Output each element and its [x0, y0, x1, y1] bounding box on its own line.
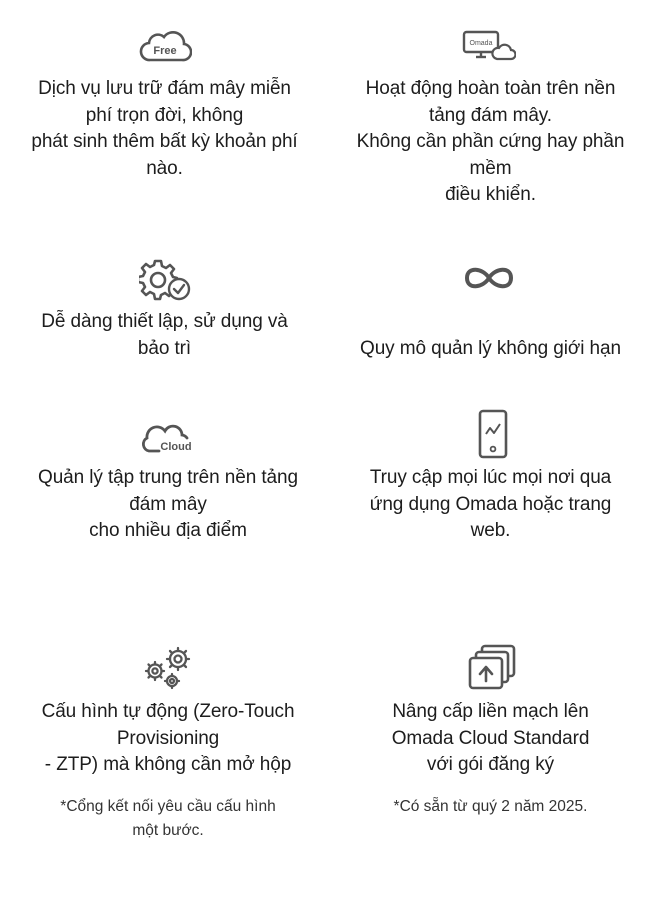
feature-easy-setup-text: Dễ dàng thiết lập, sử dụng và bảo trì: [41, 311, 288, 359]
free-label: Free: [153, 45, 177, 57]
omada-label: Omada: [469, 40, 493, 47]
gear-check-icon: [139, 258, 191, 302]
upgrade-stack-icon: [466, 643, 518, 691]
cloud-icon: [141, 421, 197, 455]
feature-zero-touch-note: *Cổng kết nối yêu cầu cấu hình một bước.: [60, 798, 276, 839]
feature-upgrade-note: *Có sẵn từ quý 2 năm 2025.: [393, 798, 588, 815]
free-cloud-icon: [138, 29, 192, 63]
cloud-label: Cloud: [160, 441, 192, 453]
feature-anywhere-access-text: Truy cập mọi lúc mọi nơi qua ứng dụng Omada hoặc trang web.: [369, 467, 612, 541]
multi-gear-icon: [143, 645, 195, 691]
feature-cloud-based-text: Hoạt động hoàn toàn trên nền tảng đám mây. Không cần phần cứng hay phần mềm điều khiển.: [356, 78, 625, 205]
omada-monitor-cloud-icon: [462, 30, 516, 62]
feature-upgrade-text: Nâng cấp liền mạch lên Omada Cloud Standard với gói đăng ký: [391, 701, 590, 775]
mobile-phone-icon: [477, 408, 509, 460]
feature-free-storage-text: Dịch vụ lưu trữ đám mây miễn phí trọn đời, không phát sinh thêm bất kỳ khoản phí nào.: [31, 78, 298, 179]
feature-unlimited-scale-text: Quy mô quản lý không giới hạn: [360, 338, 621, 359]
infinity-icon: [463, 263, 515, 293]
feature-centralized-management-text: Quản lý tập trung trên nền tảng đám mây cho nhiều địa điểm: [38, 467, 298, 541]
feature-zero-touch-text: Cấu hình tự động (Zero-Touch Provisioning - ZTP) mà không cần mở hộp: [41, 701, 295, 775]
